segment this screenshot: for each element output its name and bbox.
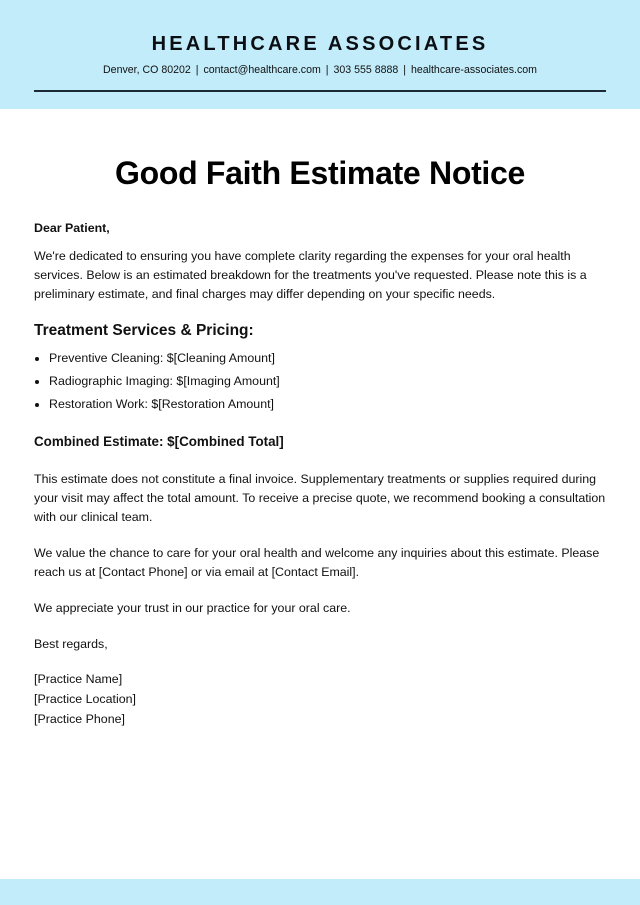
appreciation-paragraph: We appreciate your trust in our practice for your oral care. [34, 601, 351, 615]
signature-block [34, 669, 606, 729]
practice-location: [Practice Location] [34, 692, 136, 706]
email: contact@healthcare.com [203, 64, 321, 76]
greeting: Dear Patient, [34, 221, 110, 235]
list-item [34, 372, 606, 395]
letter-body [34, 219, 606, 729]
combined-estimate: Combined Estimate: $[Combined Total] [34, 434, 284, 449]
practice-phone: [Practice Phone] [34, 712, 125, 726]
header-divider [34, 90, 606, 92]
address: Denver, CO 80202 [103, 64, 191, 76]
service-label: Preventive Cleaning: $[Cleaning Amount] [49, 351, 275, 365]
services-list [34, 349, 606, 418]
separator: | [403, 64, 406, 76]
phone: 303 555 8888 [333, 64, 399, 76]
contact-line [0, 64, 640, 76]
separator: | [195, 64, 199, 76]
closing: Best regards, [34, 637, 108, 651]
contact-paragraph: We value the chance to care for your oral health and welcome any inquiries about this estimate. Please reach us at [Contact Phone] or via email at [Contact Email]. [34, 546, 600, 579]
letterhead [0, 0, 640, 109]
service-label: Radiographic Imaging: $[Imaging Amount] [49, 374, 280, 388]
bullet-icon [35, 357, 39, 361]
organization-name: HEALTHCARE ASSOCIATES [151, 33, 489, 55]
list-item [34, 395, 606, 418]
separator: | [325, 64, 329, 76]
website: healthcare-associates.com [410, 64, 537, 76]
services-heading: Treatment Services & Pricing: [34, 322, 254, 339]
document-title: Good Faith Estimate Notice [114, 155, 526, 191]
bullet-icon [35, 380, 39, 384]
disclaimer-paragraph: This estimate does not constitute a final invoice. Supplementary treatments or supplies required during your visit may affect the total amount. To receive a precise quote, we recommend booking a consultation with our clinical team. [34, 472, 606, 524]
bullet-icon [35, 403, 39, 407]
footer-band [0, 879, 640, 905]
list-item [34, 349, 606, 372]
service-label: Restoration Work: $[Restoration Amount] [49, 397, 274, 411]
intro-paragraph: We're dedicated to ensuring you have complete clarity regarding the expenses for your oral health services. Below is an estimated breakdown for the treatments you've requested. Please note this is a preliminary estimate, and final charges may differ depending on your specific needs. [34, 249, 587, 301]
practice-name: [Practice Name] [34, 672, 123, 686]
